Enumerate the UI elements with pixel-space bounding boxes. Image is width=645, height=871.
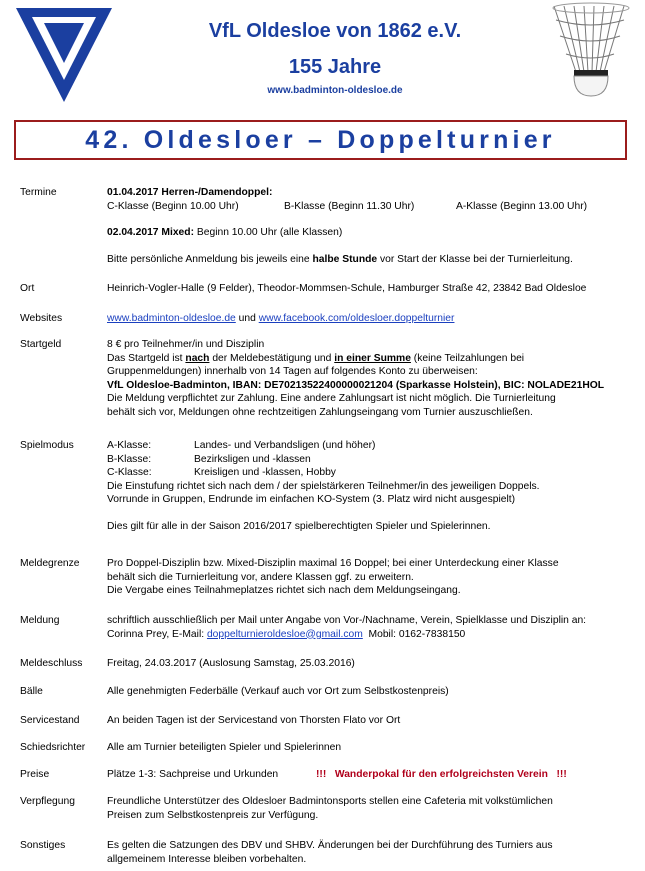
- meldegrenze-line2: behält sich die Turnierleitung vor, andere Klassen ggf. zu erweitern.: [107, 571, 414, 583]
- meldegrenze-line3: Die Vergabe eines Teilnahmeplatzes richtet sich nach dem Meldungseingang.: [107, 585, 461, 596]
- website-link[interactable]: www.badminton-oldesloe.de: [107, 313, 236, 324]
- servicestand-label: Servicestand: [20, 715, 80, 726]
- verpflegung-line2: Preisen zum Selbstkostenpreis zur Verfügung.: [107, 809, 319, 821]
- meldeschluss-text: Freitag, 24.03.2017 (Auslosung Samstag, 25.03.2016): [107, 658, 355, 669]
- websites-label: Websites: [20, 313, 63, 324]
- baelle-label: Bälle: [20, 686, 43, 697]
- class-c-name: C-Klasse:: [107, 467, 152, 478]
- schiedsrichter-text: Alle am Turnier beteiligten Spieler und Spielerinnen: [107, 742, 342, 753]
- startgeld-line3: Gruppenmeldungen) innerhalb von 14 Tagen auf folgendes Konto zu überweisen:: [107, 366, 478, 377]
- club-website[interactable]: www.badminton-oldesloe.de: [267, 85, 403, 96]
- termine-day2: 02.04.2017 Mixed:: [107, 227, 195, 238]
- ort-label: Ort: [20, 283, 35, 294]
- meldeschluss-label: Meldeschluss: [20, 658, 83, 669]
- sonstiges-label: Sonstiges: [20, 840, 66, 851]
- meldegrenze-line1: Pro Doppel-Disziplin bzw. Mixed-Disziplin maximal 16 Doppel; bei einer Unterdeckung einer Klasse: [107, 558, 559, 569]
- meldegrenze-label: Meldegrenze: [20, 558, 80, 569]
- shuttlecock-icon: [548, 2, 634, 98]
- class-a-name: A-Klasse:: [107, 440, 152, 451]
- contact-name: Corinna Prey, E-Mail:: [107, 628, 207, 640]
- c-class-time: C-Klasse (Beginn 10.00 Uhr): [107, 200, 239, 212]
- sonstiges-line2: allgemeinem Interesse bleiben vorbehalten.: [107, 853, 307, 865]
- termine-label: Termine: [20, 187, 57, 198]
- club-logo: [14, 4, 114, 104]
- bank-account: VfL Oldesloe-Badminton, IBAN: DE70213522400000021204 (Sparkasse Holstein), BIC: NOLADE21HOL: [107, 379, 605, 391]
- spielmodus-line5: Vorrunde in Gruppen, Endrunde im einfachen KO-System (3. Platz wird nicht ausgespielt): [107, 494, 516, 505]
- class-a-desc: Landes- und Verbandsligen (und höher): [194, 440, 376, 451]
- termine-note-end: vor Start der Klasse bei der Turnierleitung.: [377, 253, 573, 265]
- ort-text: Heinrich-Vogler-Halle (9 Felder), Theodor-Mommsen-Schule, Hamburger Straße 42, 23842 Bad Oldesloe: [107, 283, 587, 294]
- startgeld-summe: in einer Summe: [334, 352, 411, 364]
- startgeld-nach: nach: [185, 352, 210, 364]
- termine-note-bold: halbe Stunde: [312, 253, 378, 265]
- termine-day2-time: Beginn 10.00 Uhr (alle Klassen): [194, 227, 343, 238]
- startgeld-text: Das Startgeld ist: [107, 352, 186, 364]
- startgeld-line5: Die Meldung verpflichtet zur Zahlung. Eine andere Zahlungsart ist nicht möglich. Die Turnierleitung: [107, 393, 556, 404]
- class-b-name: B-Klasse:: [107, 453, 152, 465]
- servicestand-text: An beiden Tagen ist der Servicestand von Thorsten Flato vor Ort: [107, 715, 401, 726]
- b-class-time: B-Klasse (Beginn 11.30 Uhr): [284, 200, 415, 212]
- websites-and: und: [235, 313, 259, 324]
- anniversary-text: 155 Jahre: [288, 56, 382, 78]
- a-class-time: A-Klasse (Beginn 13.00 Uhr): [456, 200, 588, 212]
- sonstiges-line1: Es gelten die Satzungen des DBV und SHBV. Änderungen bei der Durchführung des Turniers aus: [107, 840, 553, 851]
- startgeld-fee: 8 € pro Teilnehmer/in und Disziplin: [107, 339, 265, 350]
- schiedsrichter-label: Schiedsrichter: [20, 742, 86, 753]
- preise-label: Preise: [20, 769, 50, 780]
- spielmodus-label: Spielmodus: [20, 440, 74, 451]
- startgeld-label: Startgeld: [20, 339, 62, 350]
- startgeld-text-3: (keine Teilzahlungen bei: [410, 352, 525, 364]
- tournament-title-box: [14, 120, 627, 160]
- baelle-text: Alle genehmigten Federbälle (Verkauf auch vor Ort zum Selbstkostenpreis): [107, 686, 449, 697]
- wanderpokal-highlight: !!! Wanderpokal für den erfolgreichsten Verein !!!: [316, 769, 567, 780]
- facebook-link[interactable]: www.facebook.com/oldesloer.doppelturnier: [258, 313, 455, 324]
- spielmodus-line6: Dies gilt für alle in der Saison 2016/2017 spielberechtigten Spieler und Spielerinnen.: [107, 520, 491, 532]
- class-b-desc: Bezirksligen und -klassen: [194, 453, 311, 465]
- contact-phone: Mobil: 0162-7838150: [362, 628, 466, 640]
- startgeld-line6: behält sich vor, Meldungen ohne rechtzeitigen Zahlungseingang vom Turnier auszuschließen.: [107, 406, 533, 418]
- email-link[interactable]: doppelturnieroldesloe@gmail.com: [206, 628, 363, 640]
- class-c: [107, 466, 635, 480]
- verpflegung-label: Verpflegung: [20, 796, 75, 807]
- club-name: VfL Oldesloe von 1862 e.V.: [208, 20, 462, 42]
- class-a: [107, 439, 635, 453]
- verpflegung-line1: Freundliche Unterstützer des Oldesloer Badmintonsports stellen eine Cafeteria mit volkstümlichen: [107, 796, 553, 807]
- meldung-line1: schriftlich ausschließlich per Mail unter Angabe von Vor-/Nachname, Verein, Spielklasse und Disziplin an:: [107, 615, 587, 626]
- preise-text: Plätze 1-3: Sachpreise und Urkunden: [107, 769, 279, 780]
- termine-note: Bitte persönliche Anmeldung bis jeweils eine: [107, 253, 313, 265]
- class-c-desc: Kreisligen und -klassen, Hobby: [194, 467, 336, 478]
- spielmodus-line4: Die Einstufung richtet sich nach dem / der spielstärkeren Teilnehmer/in des jeweiligen Doppels.: [107, 480, 540, 492]
- startgeld-text-2: der Meldebestätigung und: [209, 352, 335, 364]
- tournament-title: 42. Oldesloer – Doppelturnier: [85, 125, 556, 154]
- meldung-label: Meldung: [20, 615, 60, 626]
- class-b: [107, 453, 635, 467]
- termine-day1: 01.04.2017 Herren-/Damendoppel:: [107, 187, 273, 198]
